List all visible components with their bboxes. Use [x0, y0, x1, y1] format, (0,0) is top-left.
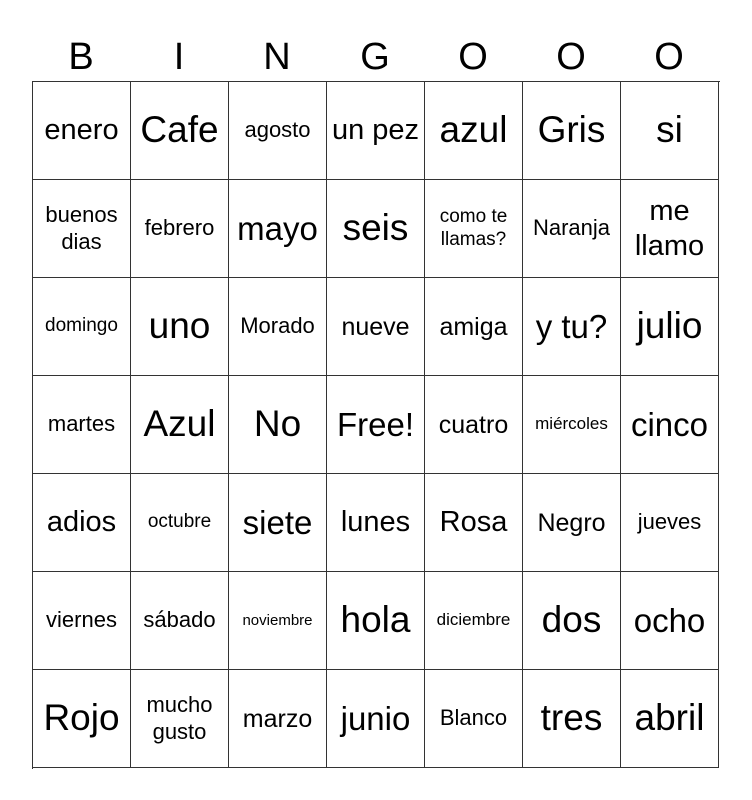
bingo-cell: No: [229, 376, 327, 474]
bingo-cell: agosto: [229, 82, 327, 180]
free-space-cell: Free!: [327, 376, 425, 474]
header-letter-b: B: [68, 36, 94, 78]
bingo-cell: y tu?: [523, 278, 621, 376]
bingo-cell: febrero: [131, 180, 229, 278]
bingo-cell: uno: [131, 278, 229, 376]
bingo-cell: marzo: [229, 670, 327, 768]
bingo-cell: me llamo: [621, 180, 719, 278]
bingo-cell: nueve: [327, 278, 425, 376]
header-letter-o1: O: [458, 36, 488, 78]
bingo-cell: Cafe: [131, 82, 229, 180]
bingo-cell: viernes: [33, 572, 131, 670]
bingo-cell: ocho: [621, 572, 719, 670]
bingo-cell: como te llamas?: [425, 180, 523, 278]
bingo-cell: martes: [33, 376, 131, 474]
bingo-cell: diciembre: [425, 572, 523, 670]
bingo-cell: dos: [523, 572, 621, 670]
bingo-cell: tres: [523, 670, 621, 768]
bingo-cell: domingo: [33, 278, 131, 376]
bingo-cell: Morado: [229, 278, 327, 376]
bingo-cell: Rosa: [425, 474, 523, 572]
header-letter-o2: O: [556, 36, 586, 78]
bingo-cell: adios: [33, 474, 131, 572]
header-letter-n: N: [263, 36, 291, 78]
bingo-cell: Naranja: [523, 180, 621, 278]
bingo-cell: cuatro: [425, 376, 523, 474]
bingo-cell: azul: [425, 82, 523, 180]
bingo-cell: cinco: [621, 376, 719, 474]
bingo-card: [32, 81, 720, 769]
bingo-cell: amiga: [425, 278, 523, 376]
header-letter-o3: O: [654, 36, 684, 78]
bingo-cell: Rojo: [33, 670, 131, 768]
bingo-cell: Azul: [131, 376, 229, 474]
bingo-cell: abril: [621, 670, 719, 768]
bingo-cell: julio: [621, 278, 719, 376]
bingo-cell: Negro: [523, 474, 621, 572]
header-letter-i: I: [173, 36, 185, 78]
bingo-cell: enero: [33, 82, 131, 180]
bingo-cell: si: [621, 82, 719, 180]
bingo-cell: buenos dias: [33, 180, 131, 278]
bingo-cell: mucho gusto: [131, 670, 229, 768]
bingo-cell: miércoles: [523, 376, 621, 474]
bingo-cell: lunes: [327, 474, 425, 572]
bingo-cell: sábado: [131, 572, 229, 670]
bingo-cell: octubre: [131, 474, 229, 572]
bingo-cell: hola: [327, 572, 425, 670]
bingo-cell: junio: [327, 670, 425, 768]
header-letter-g: G: [360, 36, 390, 78]
bingo-cell: Blanco: [425, 670, 523, 768]
bingo-header: [32, 34, 718, 80]
bingo-cell: noviembre: [229, 572, 327, 670]
bingo-cell: un pez: [327, 82, 425, 180]
bingo-cell: seis: [327, 180, 425, 278]
bingo-cell: mayo: [229, 180, 327, 278]
bingo-cell: jueves: [621, 474, 719, 572]
bingo-cell: siete: [229, 474, 327, 572]
bingo-cell: Gris: [523, 82, 621, 180]
